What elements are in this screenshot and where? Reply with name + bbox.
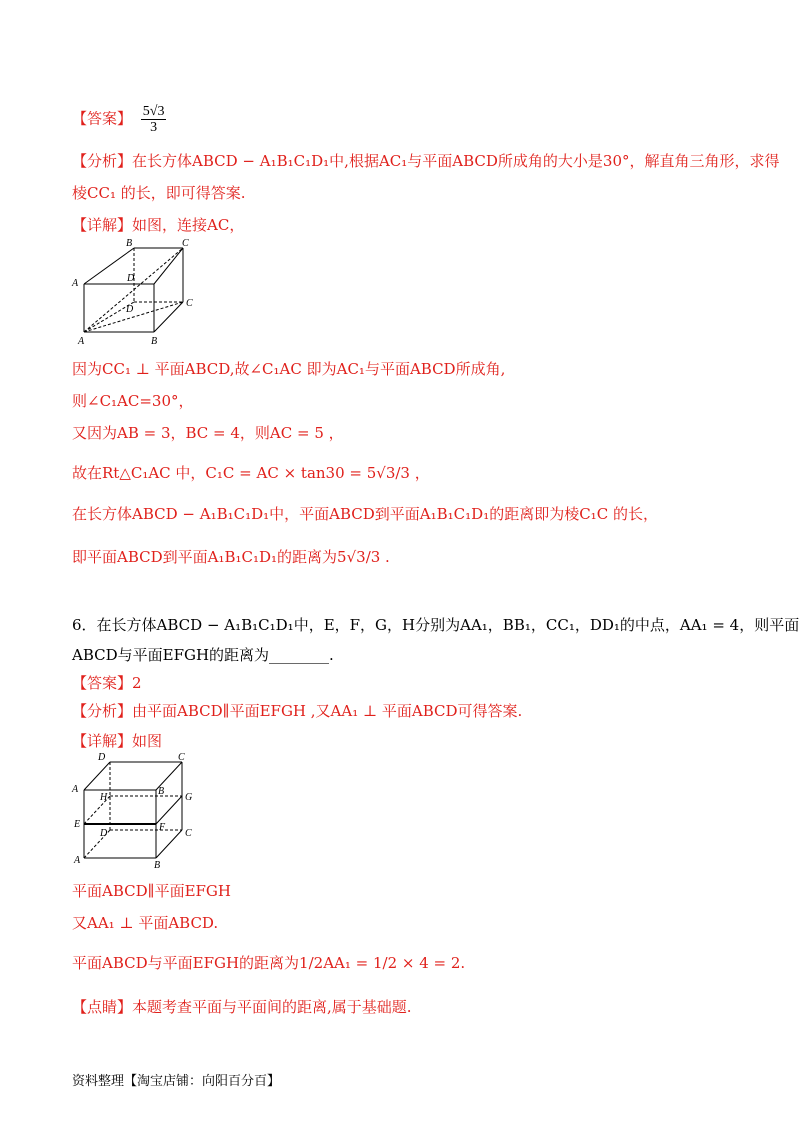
- answer-denominator: 3: [150, 120, 158, 135]
- answer-label: 【答案】: [72, 109, 133, 128]
- p5-line-4: 故在Rt△C₁AC 中，C₁C = AC × tan30 = 5√3/3 ，: [72, 464, 430, 482]
- label-A: A: [78, 336, 85, 347]
- label-D1: D: [127, 273, 135, 284]
- answer-fraction: [141, 104, 167, 135]
- label-C1: C: [182, 238, 189, 249]
- label-D: D: [126, 304, 134, 315]
- detail-label: 【详解】: [72, 216, 133, 234]
- label-B1: B: [126, 238, 133, 249]
- p5-line-6: 即平面ABCD到平面A₁B₁C₁D₁的距离为5√3/3 .: [72, 548, 390, 566]
- label-B: B: [151, 336, 158, 347]
- q6-detail-intro: 如图: [132, 732, 163, 750]
- page-footer: 资料整理【淘宝店铺：向阳百分百】: [72, 1074, 281, 1089]
- label-H: H: [100, 792, 108, 803]
- q6-answer-label: 【答案】: [72, 674, 133, 692]
- label-E: E: [74, 819, 81, 830]
- label-C1: C: [178, 752, 185, 763]
- detail-intro: 如图，连接AC，: [132, 216, 245, 234]
- label-G: G: [185, 792, 193, 803]
- q6-answer-line: [72, 672, 142, 693]
- cuboid-figure-2: [70, 750, 200, 870]
- q6-detail-line: [72, 730, 162, 751]
- q6-number: 6．: [72, 616, 97, 634]
- q6-line-1: 平面ABCD∥平面EFGH: [72, 882, 231, 900]
- label-C: C: [186, 298, 193, 309]
- analysis-text: 在长方体ABCD − A₁B₁C₁D₁中,根据AC₁与平面ABCD所成角的大小是30°，解直角三角形，求得: [132, 152, 780, 170]
- label-D1: D: [98, 752, 106, 763]
- q6-analysis-text: 由平面ABCD∥平面EFGH ,又AA₁ ⊥ 平面ABCD可得答案.: [132, 702, 523, 720]
- analysis-line-5: [72, 150, 780, 171]
- q6-analysis-line: [72, 700, 522, 721]
- q6-stem-line-1: [72, 614, 799, 635]
- label-A1: A: [72, 278, 79, 289]
- answer-numerator: 5√3: [142, 104, 165, 119]
- q6-answer-value: 2: [132, 674, 142, 692]
- q6-comment-line: [72, 996, 412, 1017]
- cuboid-figure-1: [70, 236, 200, 348]
- analysis-label: 【分析】: [72, 152, 133, 170]
- q6-stem-text: 在长方体ABCD − A₁B₁C₁D₁中，E，F，G，H分别为AA₁，BB₁，CC₁，DD₁的中点，AA₁ = 4，则平面: [96, 616, 800, 634]
- q6-line-2: 又AA₁ ⊥ 平面ABCD.: [72, 914, 219, 932]
- label-A1: A: [72, 784, 79, 795]
- q6-detail-label: 【详解】: [72, 732, 133, 750]
- p5-line-1: 因为CC₁ ⊥ 平面ABCD,故∠C₁AC 即为AC₁与平面ABCD所成角,: [72, 360, 506, 378]
- label-B: B: [154, 860, 161, 870]
- label-B1: B: [158, 786, 165, 797]
- label-C: C: [185, 828, 192, 839]
- p5-line-3: 又因为AB = 3，BC = 4，则AC = 5 ，: [72, 424, 344, 442]
- q6-comment-label: 【点睛】: [72, 998, 133, 1016]
- p5-line-2: 则∠C₁AC=30°，: [72, 392, 194, 410]
- q6-stem-line-2: ABCD与平面EFGH的距离为________.: [72, 646, 334, 664]
- q6-comment-text: 本题考查平面与平面间的距离,属于基础题.: [132, 998, 412, 1016]
- q6-line-3: 平面ABCD与平面EFGH的距离为1/2AA₁ = 1/2 × 4 = 2.: [72, 954, 466, 972]
- detail-line-5: [72, 214, 244, 235]
- q6-analysis-label: 【分析】: [72, 702, 133, 720]
- p5-line-5: 在长方体ABCD − A₁B₁C₁D₁中，平面ABCD到平面A₁B₁C₁D₁的距离即为棱C₁C 的长，: [72, 505, 658, 523]
- analysis-text-2: 棱CC₁ 的长，即可得答案.: [72, 184, 246, 202]
- label-A: A: [74, 855, 81, 866]
- label-F: F: [159, 822, 166, 833]
- label-D: D: [100, 828, 108, 839]
- analysis-line-5b: [72, 182, 246, 203]
- answer-line-5: [72, 104, 168, 135]
